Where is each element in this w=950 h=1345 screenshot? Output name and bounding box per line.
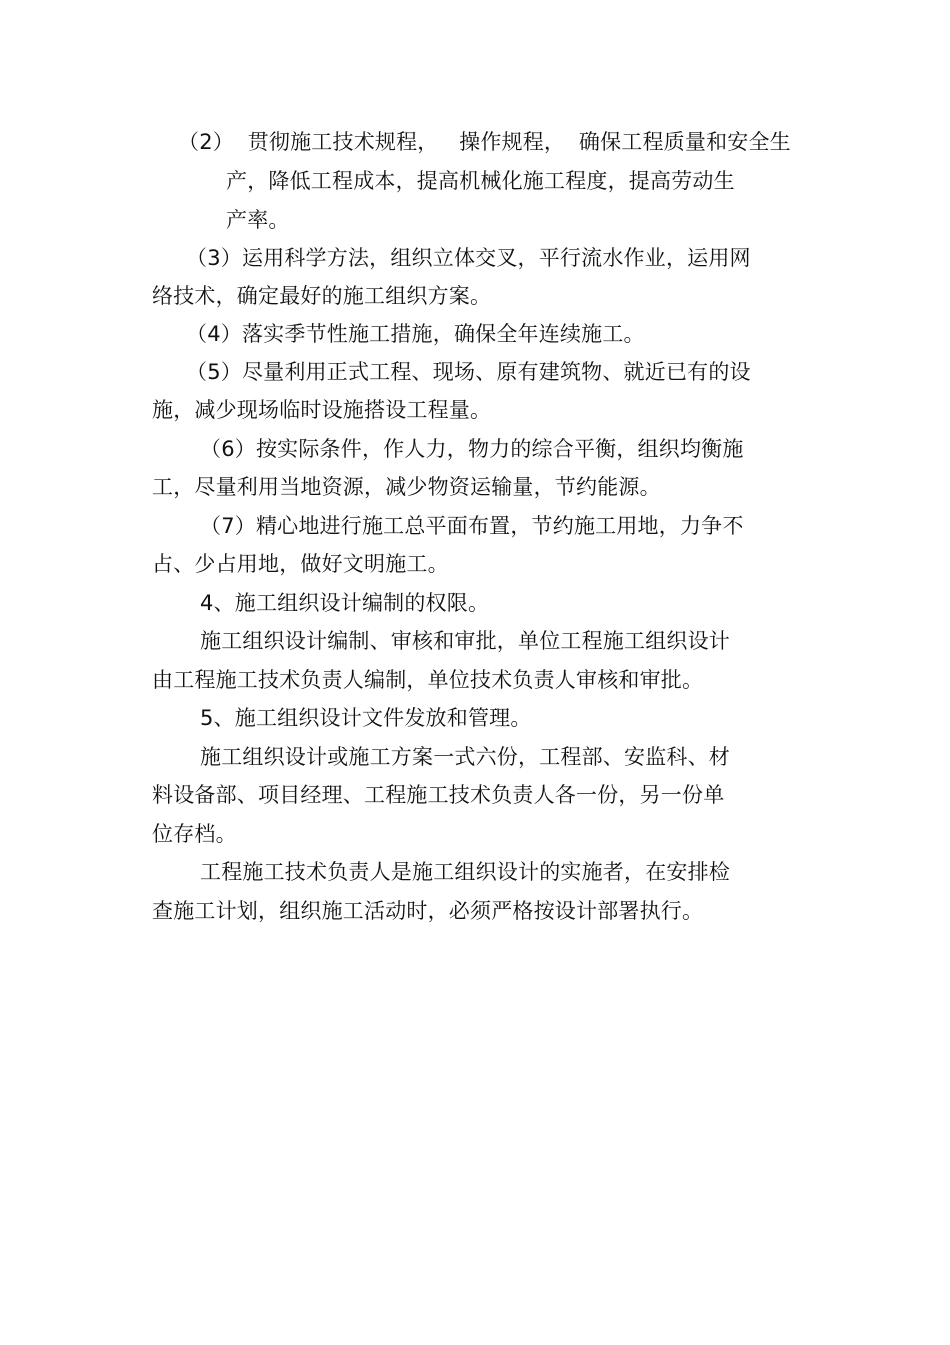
paragraph-line: 施，减少现场临时设施搭设工程量。: [152, 398, 492, 422]
paragraph-line: 产，降低工程成本，提高机械化施工程度，提高劳动生: [226, 169, 735, 193]
paragraph-line: 施工组织设计或施工方案一式六份，工程部、安监科、材: [200, 745, 730, 769]
paragraph-line: （6）按实际条件，作人力，物力的综合平衡，组织均衡施: [200, 437, 744, 461]
paragraph-line: 工程施工技术负责人是施工组织设计的实施者，在安排检: [200, 860, 730, 884]
paragraph-line: 查施工计划，组织施工活动时，必须严格按设计部署执行。: [152, 899, 704, 923]
paragraph-line: （4）落实季节性施工措施，确保全年连续施工。: [186, 322, 645, 346]
paragraph-line: 由工程施工技术负责人编制，单位技术负责人审核和审批。: [152, 668, 704, 692]
paragraph-line: 产率。: [226, 208, 290, 232]
paragraph-line: 工，尽量利用当地资源，减少物资运输量，节约能源。: [152, 475, 661, 499]
section-heading: 5、施工组织设计文件发放和管理。: [200, 706, 532, 730]
paragraph-line: （5）尽量利用正式工程、现场、原有建筑物、就近已有的设: [186, 360, 751, 384]
paragraph-line: 料设备部、项目经理、工程施工技术负责人各一份，另一份单: [152, 783, 725, 807]
paragraph-line: （3）运用科学方法，组织立体交叉，平行流水作业，运用网: [186, 246, 751, 270]
paragraph-line: （7）精心地进行施工总平面布置，节约施工用地，力争不: [200, 514, 744, 538]
section-heading: 4、施工组织设计编制的权限。: [200, 591, 490, 615]
paragraph-line: 占、少占用地，做好文明施工。: [152, 552, 449, 576]
paragraph-line: 位存档。: [152, 822, 237, 846]
paragraph-line: （2） 贯彻施工技术规程， 操作规程， 确保工程质量和安全生: [178, 130, 791, 154]
paragraph-line: 络技术，确定最好的施工组织方案。: [152, 284, 492, 308]
paragraph-line: 施工组织设计编制、审核和审批，单位工程施工组织设计: [200, 629, 730, 653]
